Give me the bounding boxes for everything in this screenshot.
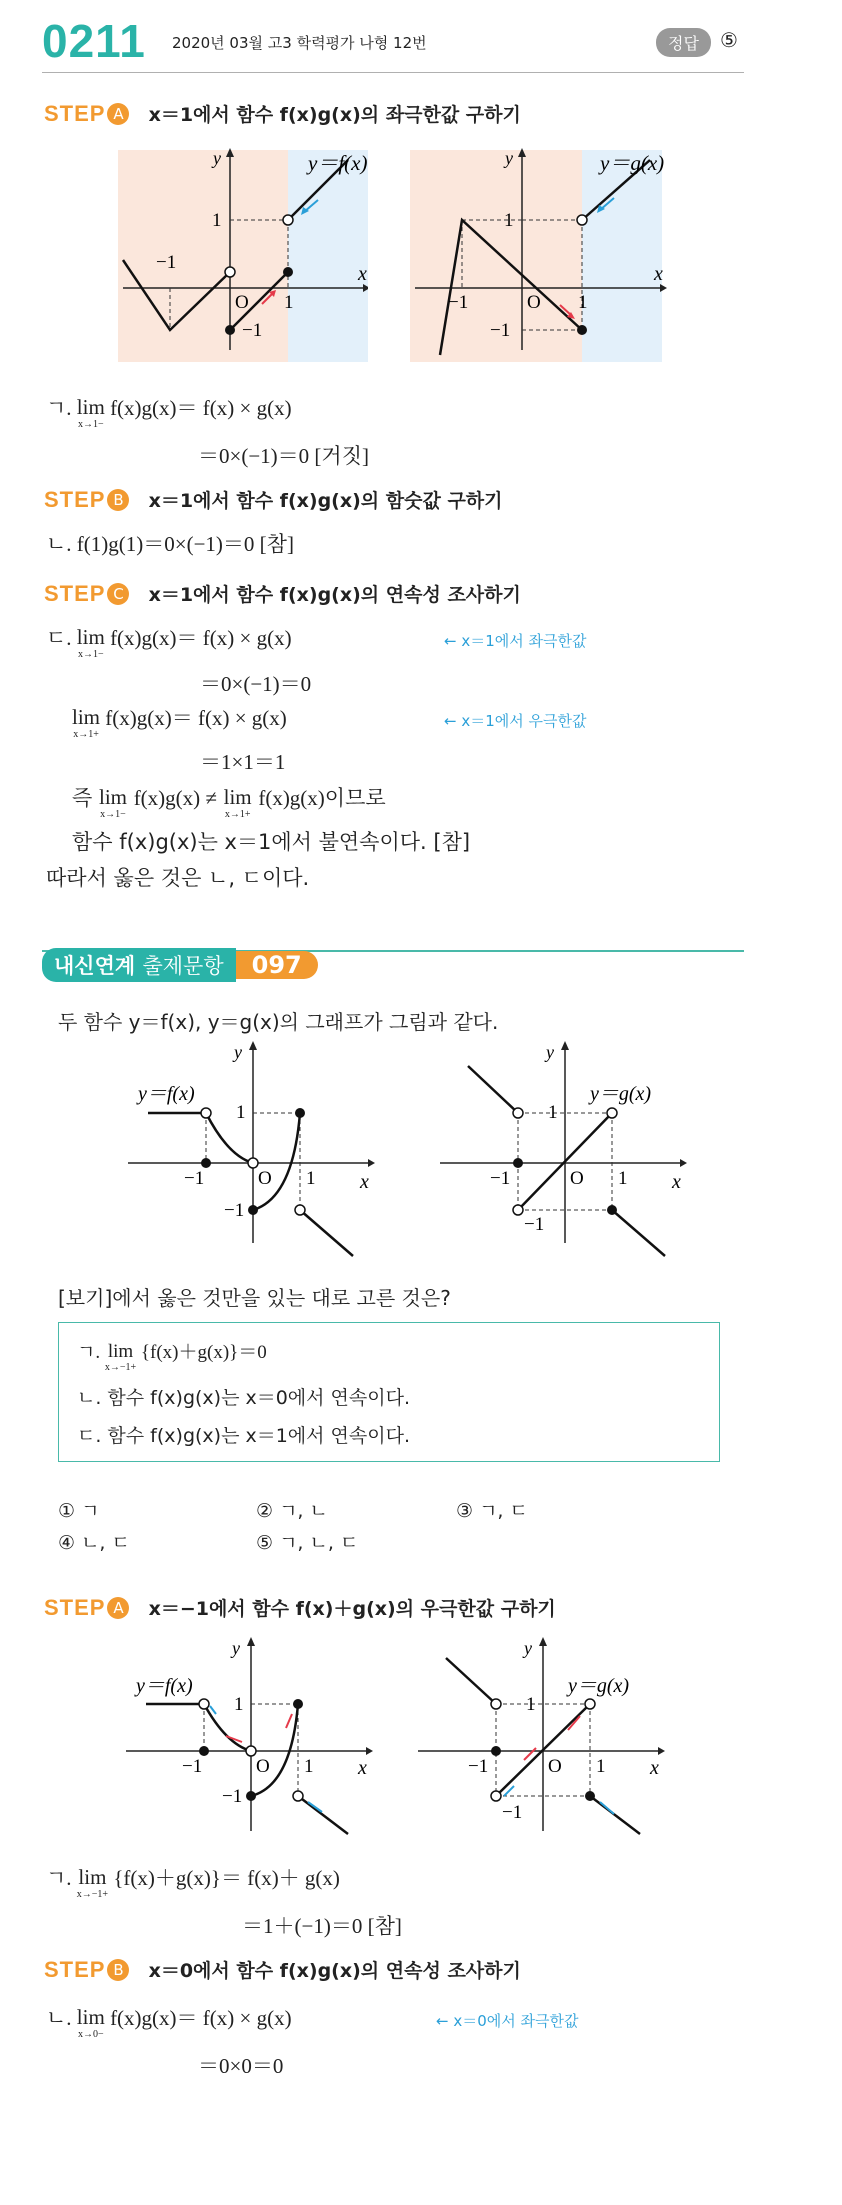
problem-number: 0211	[42, 15, 146, 67]
svg-text:y: y	[505, 148, 513, 168]
step-a2-heading: STEP A x＝−1에서 함수 f(x)＋g(x)의 우극한값 구하기	[44, 1595, 556, 1620]
step-c1-line3: lim x→1+ f(x)g(x)＝ f(x) × g(x)	[72, 705, 287, 740]
svg-text:1: 1	[548, 1102, 558, 1123]
right-shade	[288, 150, 368, 362]
graph-f-step-a	[118, 140, 368, 362]
graph-label: y＝g(x)	[600, 151, 665, 175]
solution-a-line2: ＝0×(−1)＝0 [거짓]	[198, 444, 369, 468]
svg-text:−1: −1	[490, 1168, 511, 1189]
bogi-item-2: ㄴ. 함수 f(x)g(x)는 x＝0에서 연속이다.	[77, 1387, 410, 1409]
related-question: 두 함수 y＝f(x), y＝g(x)의 그래프가 그림과 같다.	[58, 1010, 499, 1034]
svg-text:−1: −1	[222, 1786, 243, 1807]
svg-text:y: y	[546, 1042, 554, 1062]
svg-text:1: 1	[234, 1694, 244, 1715]
step-c1-heading: STEP C x＝1에서 함수 f(x)g(x)의 연속성 조사하기	[44, 581, 521, 606]
step-b2-line1: ㄴ. lim x→0− f(x)g(x)＝ f(x) × g(x)	[46, 2005, 292, 2040]
note-left-limit: ← x＝1에서 좌극한값	[444, 632, 587, 650]
svg-text:O: O	[235, 292, 249, 313]
svg-text:y: y	[524, 1638, 532, 1658]
graph-label: y＝f(x)	[308, 151, 368, 175]
svg-text:1: 1	[618, 1168, 628, 1189]
step-c1-line5: 즉 lim x→1− f(x)g(x) ≠ lim x→1+ f(x)g(x)이므로	[72, 785, 386, 820]
right-shade	[582, 150, 665, 362]
svg-text:y: y	[232, 1638, 240, 1658]
bogi-item-1: ㄱ. lim x→−1+ {f(x)＋g(x)}＝0	[77, 1341, 267, 1373]
svg-text:y: y	[234, 1042, 242, 1062]
svg-text:1: 1	[306, 1168, 316, 1189]
graph-f-related	[128, 1038, 378, 1258]
svg-text:x: x	[360, 1171, 369, 1193]
svg-text:−1: −1	[524, 1214, 545, 1235]
svg-text:1: 1	[504, 210, 514, 231]
f-curve-right	[253, 1113, 300, 1210]
svg-text:x: x	[358, 1757, 367, 1779]
svg-text:1: 1	[526, 1694, 536, 1715]
bogi-box	[58, 1322, 720, 1462]
svg-text:O: O	[258, 1168, 272, 1189]
svg-text:O: O	[548, 1756, 562, 1777]
svg-text:−1: −1	[468, 1756, 489, 1777]
step-b2-line2: ＝0×0＝0	[198, 2054, 284, 2078]
step-c1-line6: 함수 f(x)g(x)는 x＝1에서 불연속이다. [참]	[72, 830, 471, 854]
svg-text:x: x	[672, 1171, 681, 1193]
f-curve-left	[206, 1113, 253, 1163]
svg-text:−1: −1	[242, 320, 263, 341]
svg-text:x: x	[654, 263, 663, 285]
svg-text:1: 1	[236, 1102, 246, 1123]
svg-text:y＝f(x): y＝f(x)	[136, 1675, 193, 1697]
svg-text:−1: −1	[448, 292, 469, 313]
step-c1-line4: ＝1×1＝1	[200, 750, 286, 774]
svg-text:O: O	[570, 1168, 584, 1189]
note-right-limit: ← x＝1에서 우극한값	[444, 712, 587, 730]
step-b2-heading: STEP B x＝0에서 함수 f(x)g(x)의 연속성 조사하기	[44, 1957, 521, 1982]
choice-2[interactable]: ② ㄱ, ㄴ	[256, 1500, 328, 1522]
bogi-item-3: ㄷ. 함수 f(x)g(x)는 x＝1에서 연속이다.	[77, 1425, 410, 1447]
svg-text:−1: −1	[490, 320, 511, 341]
step-c1-line2: ＝0×(−1)＝0	[200, 672, 312, 696]
graph-g-step-a2	[418, 1636, 668, 1836]
related-tag-label: 내신연계 출제문항	[42, 948, 236, 982]
graph-f-step-a2	[126, 1636, 376, 1836]
graph-g-related	[440, 1038, 690, 1258]
step-c1-line1: ㄷ. lim x→1− f(x)g(x)＝ f(x) × g(x)	[46, 625, 292, 660]
svg-text:−1: −1	[502, 1802, 523, 1823]
step-title: x＝1에서 함수 f(x)g(x)의 좌극한값 구하기	[148, 104, 521, 126]
svg-text:1: 1	[212, 210, 222, 231]
step-letter-badge: A	[107, 103, 129, 125]
step-a1-heading	[44, 100, 521, 127]
svg-text:y＝f(x): y＝f(x)	[138, 1083, 195, 1105]
svg-text:1: 1	[578, 292, 588, 313]
header-divider	[42, 72, 744, 73]
svg-text:1: 1	[596, 1756, 606, 1777]
svg-text:O: O	[527, 292, 541, 313]
answer-badge: 정답	[656, 28, 711, 57]
solution-a-line1: ㄱ. lim x→1− f(x)g(x)＝ f(x) × g(x)	[46, 395, 292, 430]
svg-text:−1: −1	[184, 1168, 205, 1189]
step-a2-line2: ＝1＋(−1)＝0 [참]	[242, 1914, 402, 1938]
svg-text:−1: −1	[156, 252, 177, 273]
svg-text:−1: −1	[224, 1200, 245, 1221]
svg-text:−1: −1	[182, 1756, 203, 1777]
answer-value: ⑤	[720, 28, 738, 52]
source-label: 2020년 03월 고3 학력평가 나형 12번	[172, 34, 427, 52]
svg-text:y: y	[213, 148, 221, 168]
choice-5[interactable]: ⑤ ㄱ, ㄴ, ㄷ	[256, 1532, 359, 1554]
related-number: 097	[236, 951, 318, 979]
svg-text:O: O	[256, 1756, 270, 1777]
left-shade	[118, 150, 288, 362]
related-tag	[42, 948, 318, 982]
note-left-limit-0: ← x＝0에서 좌극한값	[436, 2012, 579, 2030]
choice-4[interactable]: ④ ㄴ, ㄷ	[58, 1532, 130, 1554]
svg-text:y＝g(x): y＝g(x)	[590, 1083, 652, 1105]
step-b1-line: ㄴ. f(1)g(1)＝0×(−1)＝0 [참]	[46, 532, 294, 556]
svg-text:1: 1	[304, 1756, 314, 1777]
graph-g-step-a	[410, 140, 690, 362]
svg-text:y＝g(x): y＝g(x)	[568, 1675, 630, 1697]
svg-text:x: x	[358, 263, 367, 285]
step-a2-line1: ㄱ. lim x→−1+ {f(x)＋g(x)}＝ f(x)＋ g(x)	[46, 1865, 340, 1900]
choice-3[interactable]: ③ ㄱ, ㄷ	[456, 1500, 528, 1522]
svg-text:1: 1	[284, 292, 294, 313]
step-b1-heading: STEP B x＝1에서 함수 f(x)g(x)의 함숫값 구하기	[44, 487, 503, 512]
svg-text:x: x	[650, 1757, 659, 1779]
conclusion: 따라서 옳은 것은 ㄴ, ㄷ이다.	[46, 866, 310, 890]
related-prompt: [보기]에서 옳은 것만을 있는 대로 고른 것은?	[58, 1286, 451, 1310]
choice-1[interactable]: ① ㄱ	[58, 1500, 100, 1522]
step-label: STEP	[44, 101, 106, 126]
